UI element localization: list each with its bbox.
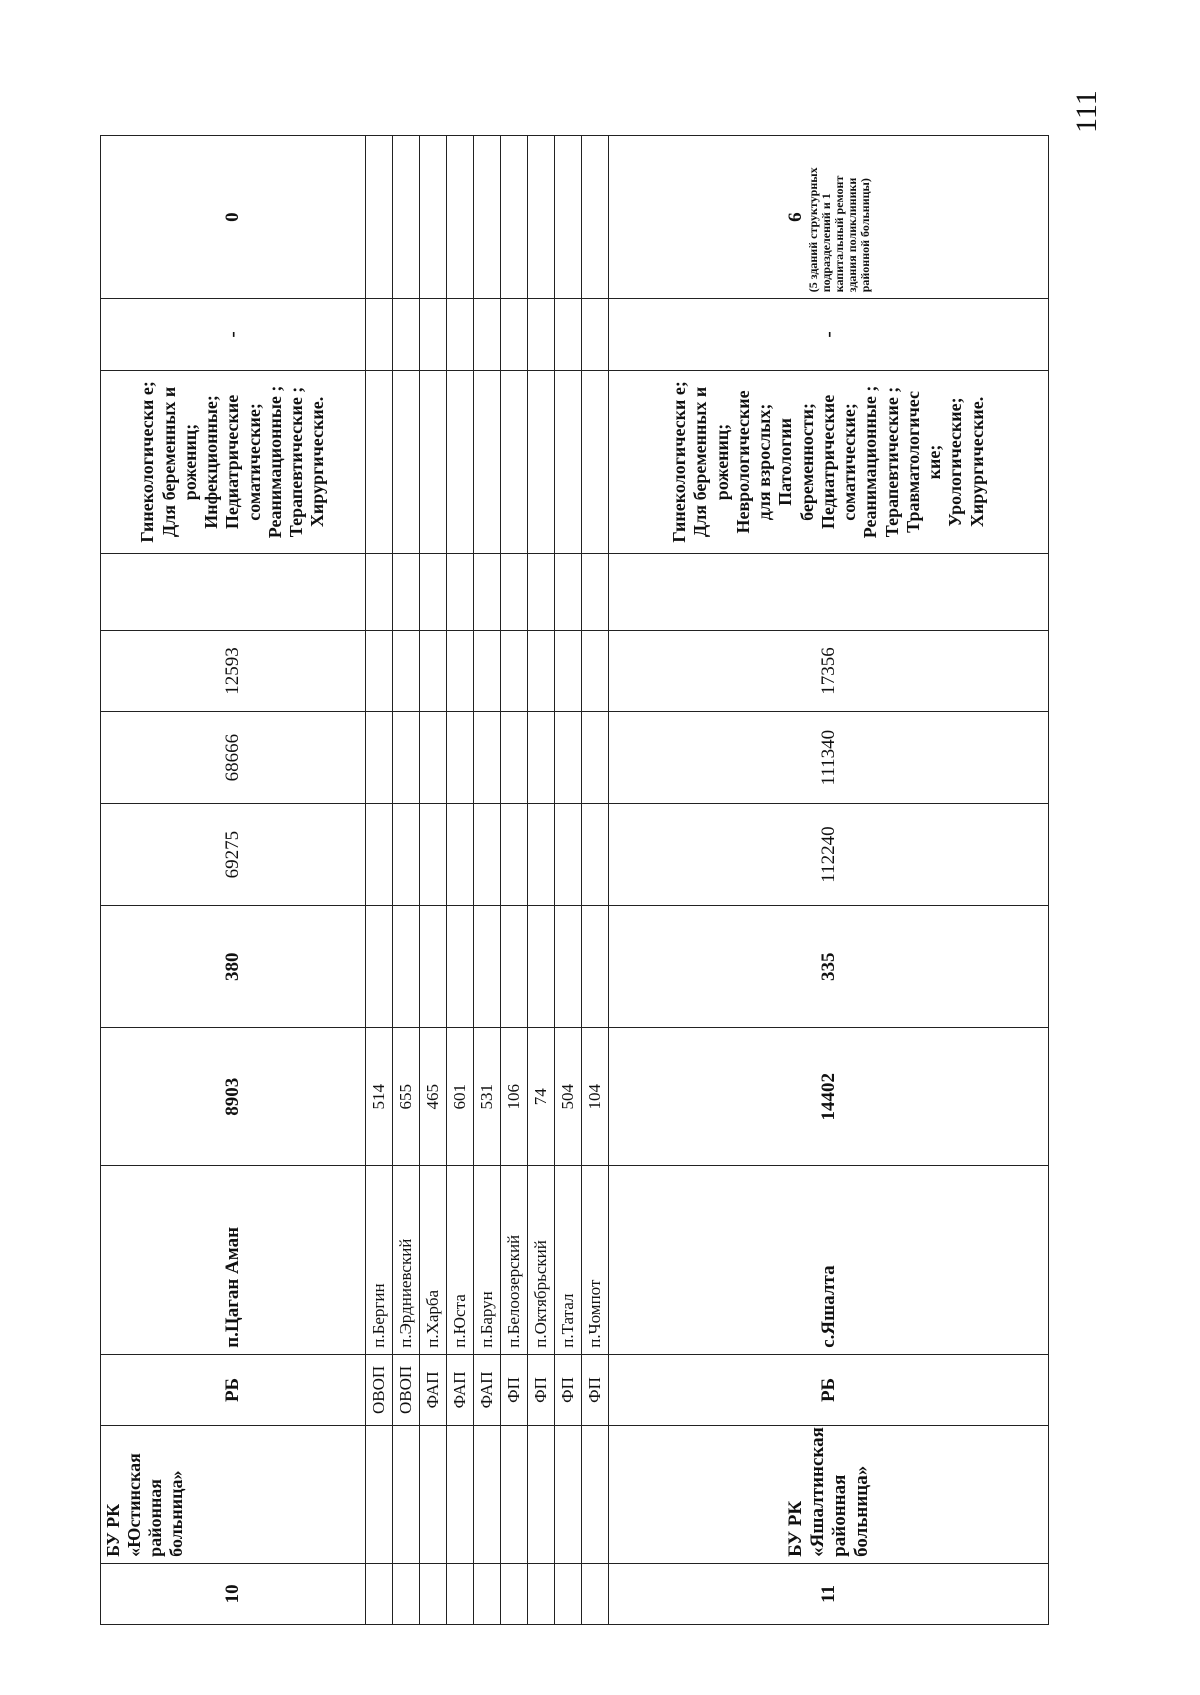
table-row (101, 136, 366, 1625)
profile-item: Терапевтические ; (286, 386, 307, 538)
profile-item: Реанимационные ; (264, 385, 285, 539)
sub-place: п.Юста (447, 1166, 474, 1355)
buildings-value: 0 (222, 212, 243, 222)
row-number: 11 (609, 1563, 1049, 1624)
profile-item: Патологии беременности; (775, 402, 817, 521)
sub-type: ФП (528, 1354, 555, 1425)
hospital-table (100, 135, 1049, 1625)
sub-place: п.Белоозерский (501, 1166, 528, 1355)
table-row (555, 136, 582, 1625)
population: 14402 (609, 1028, 1049, 1166)
value-col9: 17356 (609, 630, 1049, 712)
buildings-count (101, 136, 366, 299)
page-number: 111 (1070, 90, 1103, 134)
sub-type: ФП (501, 1354, 528, 1425)
profiles-list (101, 370, 366, 554)
sub-pop: 514 (366, 1028, 393, 1166)
sub-type: ФАП (420, 1354, 447, 1425)
sub-place: п.Октябрьский (528, 1166, 555, 1355)
table-row (501, 136, 528, 1625)
value-col7: 112240 (609, 804, 1049, 906)
table-row (366, 136, 393, 1625)
profile-item: Урологические; (945, 397, 966, 527)
sub-type: ФАП (474, 1354, 501, 1425)
sub-pop: 106 (501, 1028, 528, 1166)
sub-place: п.Эрдниевский (393, 1166, 420, 1355)
beds: 380 (101, 906, 366, 1028)
table-row (474, 136, 501, 1625)
sub-place: п.Чомпот (582, 1166, 609, 1355)
rotated-table-wrapper (100, 135, 1090, 1625)
facility-type: РБ (609, 1354, 1049, 1425)
profile-item: Хирургические. (307, 396, 328, 528)
value-col8: 68666 (101, 712, 366, 804)
table-row (609, 136, 1049, 1625)
buildings-note: (5 зданий структурных подразделений и 1 капитальный ремонт здания поликлиники районной больницы) (805, 167, 873, 293)
profile-item: Для беременных и рожениц; (158, 386, 200, 538)
place: п.Цаган Аман (101, 1166, 366, 1355)
sub-pop: 655 (393, 1028, 420, 1166)
profile-item: Травматологичес кие; (902, 391, 945, 533)
profile-item: Реанимационные ; (860, 385, 881, 539)
org-name: БУ РК «Яшалтинская районная больница» (609, 1426, 1049, 1564)
sub-place: п.Бергин (366, 1166, 393, 1355)
profile-item: Педиатрические соматические; (817, 394, 860, 530)
buildings-count (609, 136, 1049, 299)
empty-cell (101, 554, 366, 630)
row-number: 10 (101, 1563, 366, 1624)
profile-item: Инфекционные; (201, 395, 222, 529)
sub-type: ФП (555, 1354, 582, 1425)
dash-cell: - (101, 299, 366, 370)
profiles-list (609, 370, 1049, 554)
sub-pop: 104 (582, 1028, 609, 1166)
sub-place: п.Татал (555, 1166, 582, 1355)
sub-place: п.Харба (420, 1166, 447, 1355)
profile-item: Гинекологически е; (669, 381, 690, 543)
sub-pop: 531 (474, 1028, 501, 1166)
sub-place: п.Барун (474, 1166, 501, 1355)
table-row (393, 136, 420, 1625)
table-row (528, 136, 555, 1625)
sub-type: ОВОП (393, 1354, 420, 1425)
population: 8903 (101, 1028, 366, 1166)
profile-item: Неврологические для взрослых; (732, 390, 775, 534)
value-col7: 69275 (101, 804, 366, 906)
profile-item: Для беременных и рожениц; (690, 386, 732, 538)
value-col8: 111340 (609, 712, 1049, 804)
profile-item: Хирургические. (966, 396, 987, 528)
profile-item: Гинекологически е; (137, 381, 158, 543)
sub-type: ОВОП (366, 1354, 393, 1425)
org-name: БУ РК «Юстинская районная больница» (101, 1426, 366, 1564)
table-row (447, 136, 474, 1625)
sub-pop: 601 (447, 1028, 474, 1166)
table-row (420, 136, 447, 1625)
sub-type: ФП (582, 1354, 609, 1425)
value-col9: 12593 (101, 630, 366, 712)
profile-item: Терапевтические ; (881, 386, 902, 538)
sub-pop: 74 (528, 1028, 555, 1166)
facility-type: РБ (101, 1354, 366, 1425)
buildings-value: 6 (784, 212, 806, 222)
table-row (582, 136, 609, 1625)
dash-cell: - (609, 299, 1049, 370)
sub-pop: 504 (555, 1028, 582, 1166)
sub-pop: 465 (420, 1028, 447, 1166)
profile-item: Педиатрические соматические; (222, 394, 264, 530)
place: с.Яшалта (609, 1166, 1049, 1355)
sub-type: ФАП (447, 1354, 474, 1425)
beds: 335 (609, 906, 1049, 1028)
empty-cell (609, 554, 1049, 630)
